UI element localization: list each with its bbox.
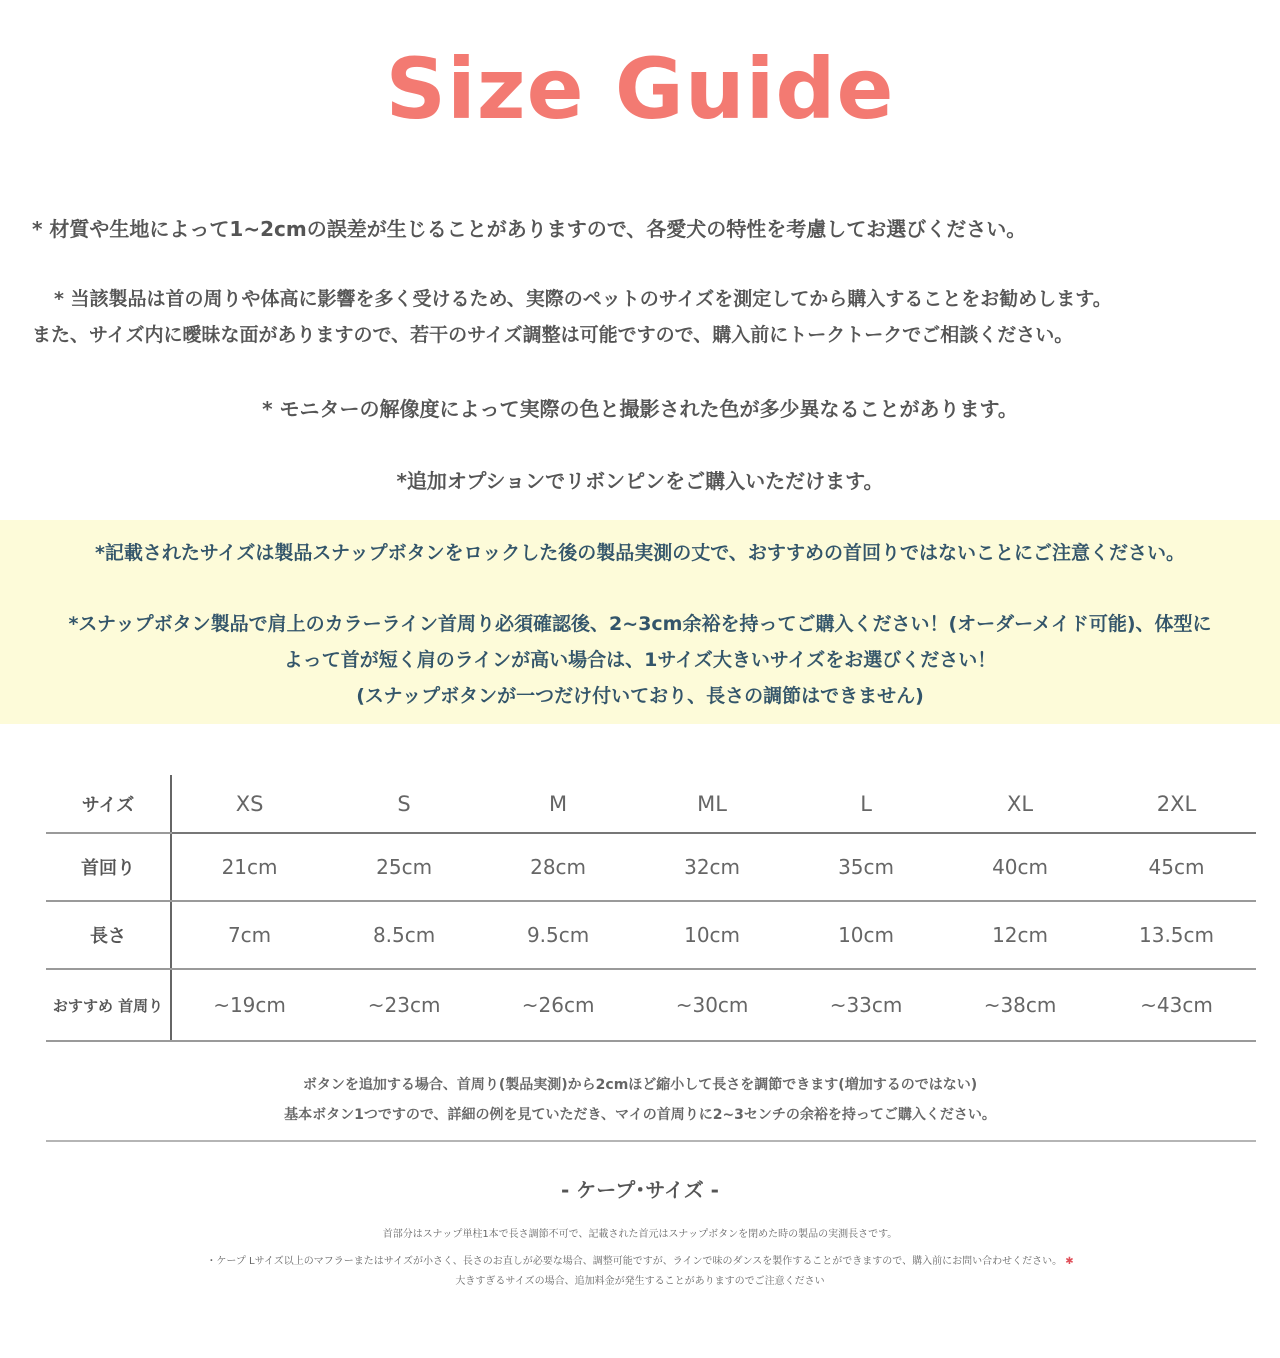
note-measure-line-2: また、サイズ内に曖昧な面がありますので、若干のサイズ調整は可能ですので、購入前にトークトークでご相談ください。	[32, 324, 1074, 346]
neck-value-ml: 32cm	[635, 833, 789, 901]
recommended-value-ml: ~30cm	[635, 969, 789, 1041]
size-header-s: S	[327, 775, 481, 833]
asterisk-mark-icon: ✱	[1065, 1256, 1074, 1267]
length-value-s: 8.5cm	[327, 901, 481, 969]
recommended-value-xl: ~38cm	[943, 969, 1097, 1041]
header-label-size: サイズ	[46, 775, 171, 833]
highlight-snap-button-note	[0, 606, 1280, 714]
cape-size-title: - ケープ･サイズ -	[561, 1178, 719, 1202]
cape-note-extra-fee: 大きすぎるサイズの場合、追加料金が発生することがありますのでご注意ください	[455, 1276, 825, 1287]
size-header-ml: ML	[635, 775, 789, 833]
table-row-length	[46, 901, 1256, 969]
row-label-recommended-neck: おすすめ 首周り	[46, 969, 171, 1041]
recommended-value-s: ~23cm	[327, 969, 481, 1041]
highlight-snap-line-1: *スナップボタン製品で肩上のカラーライン首周り必須確認後、2~3cm余裕を持ってご購入ください！(オーダーメイド可能)、体型に	[68, 613, 1212, 635]
table-header-row	[46, 775, 1256, 833]
neck-value-xs: 21cm	[171, 833, 327, 901]
cape-note-neck: 首部分はスナップ単柱1本で長さ調節不可で、記載された首元はスナップボタンを閉めた時の製品の実測長さです。	[382, 1229, 898, 1240]
size-header-l: L	[789, 775, 943, 833]
recommended-value-2xl: ~43cm	[1097, 969, 1256, 1041]
note-measure-line-1: * 当該製品は首の周りや体高に影響を多く受けるため、実際のペットのサイズを測定してから購入することをお勧めします。	[54, 288, 1112, 310]
length-value-2xl: 13.5cm	[1097, 901, 1256, 969]
length-value-xl: 12cm	[943, 901, 1097, 969]
size-header-xl: XL	[943, 775, 1097, 833]
cape-note-adjustment	[0, 1252, 1280, 1267]
row-label-length: 長さ	[46, 901, 171, 969]
highlight-snap-line-2: よって首が短く肩のラインが高い場合は、1サイズ大きいサイズをお選びください！	[283, 649, 997, 671]
page-title: Size Guide	[385, 40, 895, 138]
neck-value-m: 28cm	[481, 833, 635, 901]
highlight-size-note: *記載されたサイズは製品スナップボタンをロックした後の製品実測の丈で、おすすめの首回りではないことにご注意ください。	[94, 542, 1186, 564]
neck-value-s: 25cm	[327, 833, 481, 901]
note-ribbon-pin-option: *追加オプションでリボンピンをご購入いただけます。	[396, 469, 884, 493]
size-header-xs: XS	[171, 775, 327, 833]
table-row-recommended-neck	[46, 969, 1256, 1041]
row-label-neck: 首回り	[46, 833, 171, 901]
table-note-add-button: ボタンを追加する場合、首周り(製品実測)から2cmほど縮小して長さを調節できます(増加するのではない)	[302, 1077, 978, 1093]
section-divider	[46, 1140, 1256, 1142]
cape-note-adjustment-text: ・ケープ Lサイズ以上のマフラーまたはサイズが小さく、長さのお直しが必要な場合、調整可能ですが、ラインで味のダンスを製作することができますので、購入前にお問い合わせください。	[206, 1256, 1063, 1267]
recommended-value-m: ~26cm	[481, 969, 635, 1041]
recommended-value-l: ~33cm	[789, 969, 943, 1041]
table-row-neck	[46, 833, 1256, 901]
neck-value-xl: 40cm	[943, 833, 1097, 901]
length-value-ml: 10cm	[635, 901, 789, 969]
note-measure-before-purchase	[32, 281, 1252, 353]
size-header-2xl: 2XL	[1097, 775, 1256, 833]
length-value-m: 9.5cm	[481, 901, 635, 969]
neck-value-l: 35cm	[789, 833, 943, 901]
neck-value-2xl: 45cm	[1097, 833, 1256, 901]
size-table	[46, 775, 1256, 1042]
note-monitor-color: * モニターの解像度によって実際の色と撮影された色が多少異なることがあります。	[262, 397, 1018, 421]
highlight-snap-line-3: (スナップボタンが一つだけ付いており、長さの調節はできません)	[356, 685, 924, 707]
note-material-tolerance: * 材質や生地によって1~2cmの誤差が生じることがありますので、各愛犬の特性を考慮してお選びください。	[32, 217, 1027, 241]
table-note-basic-button: 基本ボタン1つですので、詳細の例を見ていただき、マイの首周りに2~3センチの余裕を持ってご購入ください。	[284, 1107, 996, 1123]
length-value-l: 10cm	[789, 901, 943, 969]
size-header-m: M	[481, 775, 635, 833]
recommended-value-xs: ~19cm	[171, 969, 327, 1041]
length-value-xs: 7cm	[171, 901, 327, 969]
